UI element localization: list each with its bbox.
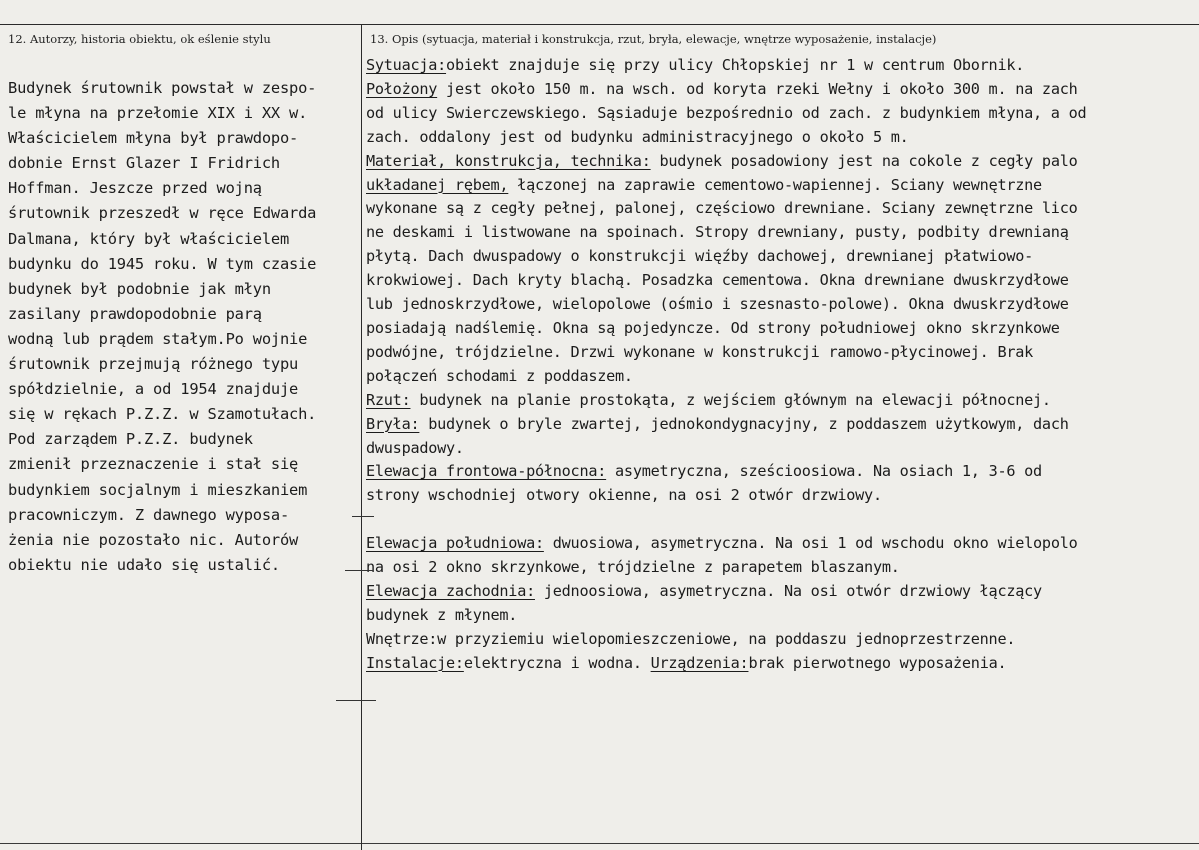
history-line: Budynek śrutownik powstał w zespo- [8,79,317,97]
west-elevation-label: Elewacja zachodnia: [366,581,535,600]
description-line: płytą. Dach dwuspadowy o konstrukcji więźby dachowej, drewnianej płatwiowo- [366,247,1034,266]
history-line: pracowniczym. Z dawnego wyposa- [8,505,290,524]
history-line: budynek był podobnie jak młyn [8,279,271,298]
history-line: obiektu nie udało się ustalić. [8,555,280,574]
margin-tick [345,570,373,571]
description-line: strony wschodniej otwory okienne, na osi 2 otwór drzwiowy. [366,486,882,505]
material-text: budynek posadowiony jest na cokole z cegły palo [650,151,1078,170]
description-line: podwójne, trójdzielne. Drzwi wykonane w konstrukcji ramowo-płycinowej. Brak [366,342,1034,361]
description-line: wykonane są z cegły pełnej, palonej, częściowo drewniane. Sciany zewnętrzne lico [366,199,1078,218]
description-line: Wnętrze:w przyziemiu wielopomieszczeniowe, na poddaszu jednoprzestrzenne. [366,629,1016,648]
description-line [366,389,1196,413]
material-label: Materiał, konstrukcja, technika: [366,151,651,170]
history-line: śrutownik przejmują różnego typu [8,355,299,374]
plan-label: Rzut: [366,390,411,409]
description-line: dwuspadowy. [366,438,464,457]
history-line: Właścicielem młyna był prawdopo- [8,129,299,148]
description-line [366,532,1196,556]
history-column [8,76,360,578]
equipment-label: Urządzenia: [650,653,749,672]
history-line: wodną lub prądem stałym.Po wojnie [8,329,308,348]
massing-text: budynek o bryle zwartej, jednokondygnacyjny, z poddaszem użytkowym, dach [419,414,1069,433]
masonry-text: łączonej na zaprawie cementowo-wapiennej. Sciany wewnętrzne [508,175,1042,194]
history-line: budynku do 1945 roku. W tym czasie [8,254,317,273]
description-line: budynek z młynem. [366,605,518,624]
margin-tick [336,700,376,701]
description-column [366,54,1196,676]
installations-label: Instalacje: [366,653,464,672]
description-line [366,413,1196,437]
description-line [366,652,1196,676]
front-elevation-text: asymetryczna, sześcioosiowa. Na osiach 1, 3-6 od [606,462,1042,481]
south-elevation-label: Elewacja południowa: [366,534,544,553]
description-line [366,150,1196,174]
description-line: ne deskami i listwowane na spoinach. Stropy drewniany, pusty, podbity drewnianą [366,223,1069,242]
top-rule [0,24,1199,25]
description-line: krokwiowej. Dach kryty blachą. Posadzka cementowa. Okna drewniane dwuskrzydłowe [366,271,1069,290]
description-line [366,580,1196,604]
description-line [366,174,1196,198]
description-line: zach. oddalony jest od budynku administracyjnego o około 5 m. [366,127,909,146]
section-12-header: 12. Autorzy, historia obiektu, ok eślenie stylu [8,32,271,46]
description-line: posiadają nadślemię. Okna są pojedyncze. Od strony południowej okno skrzynkowe [366,318,1060,337]
column-divider [361,24,362,850]
history-line: le młyna na przełomie XIX i XX w. [8,104,308,123]
history-line: zasilany prawdopodobnie parą [8,304,262,323]
location-label: Położony [366,79,438,98]
description-line: na osi 2 okno skrzynkowe, trójdzielne z parapetem blaszanym. [366,558,900,577]
installations-text: elektryczna i wodna. [463,653,651,672]
history-line: spółdzielnie, a od 1954 znajduje [8,380,299,399]
plan-text: budynek na planie prostokąta, z wejściem głównym na elewacji północnej. [410,390,1051,409]
section-13-header: 13. Opis (sytuacja, materiał i konstrukcja, rzut, bryła, elewacje, wnętrze wyposażenie, instalacje) [370,32,937,46]
history-line: Hoffman. Jeszcze przed wojną [8,179,262,198]
description-line [366,78,1196,102]
equipment-text: brak pierwotnego wyposażenia. [748,653,1007,672]
history-line: śrutownik przeszedł w ręce Edwarda [8,204,317,223]
history-line: budynkiem socjalnym i mieszkaniem [8,480,308,499]
situation-text: obiekt znajduje się przy ulicy Chłopskiej nr 1 w centrum Obornik. [446,56,1025,74]
description-line: od ulicy Swierczewskiego. Sąsiaduje bezpośrednio od zach. z budynkiem młyna, a od [366,103,1087,122]
history-line: Dalmana, który był właścicielem [8,229,290,248]
history-line: zmienił przeznaczenie i stał się [8,455,299,474]
blank-line [366,508,1196,532]
history-line: żenia nie pozostało nic. Autorów [8,530,299,549]
masonry-label: układanej rębem, [366,175,509,194]
description-line [366,460,1196,484]
history-line: Pod zarządem P.Z.Z. budynek [8,430,253,449]
situation-label: Sytuacja: [366,56,447,74]
location-text: jest około 150 m. na wsch. od koryta rzeki Wełny i około 300 m. na zach [437,79,1078,98]
bottom-rule [0,843,1199,844]
south-elevation-text: dwuosiowa, asymetryczna. Na osi 1 od wschodu okno wielopolo [543,534,1078,553]
history-line: dobnie Ernst Glazer I Fridrich [8,154,280,173]
west-elevation-text: jednoosiowa, asymetryczna. Na osi otwór drzwiowy łączący [534,581,1042,600]
description-line [366,54,1196,78]
margin-tick [352,516,374,517]
massing-label: Bryła: [366,414,420,433]
front-elevation-label: Elewacja frontowa-północna: [366,462,607,481]
description-line: lub jednoskrzydłowe, wielopolowe (ośmio i szesnasto-polowe). Okna dwuskrzydłowe [366,295,1069,314]
description-line: połączeń schodami z poddaszem. [366,366,633,385]
history-line: się w rękach P.Z.Z. w Szamotułach. [8,405,317,424]
